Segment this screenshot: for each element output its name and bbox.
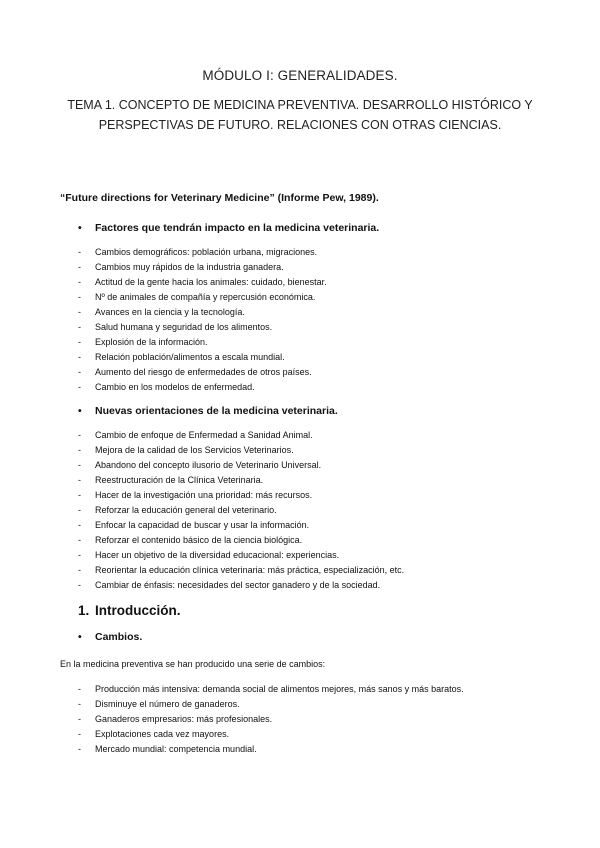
dash-icon: - (78, 430, 81, 440)
dash-icon: - (78, 684, 81, 694)
intro-paragraph: En la medicina preventiva se han producido una serie de cambios: (60, 659, 326, 669)
module-title: MÓDULO I: GENERALIDADES. (202, 68, 398, 83)
dash-icon: - (78, 292, 81, 302)
dash-icon: - (78, 277, 81, 287)
section-heading-text: Factores que tendrán impacto en la medicina veterinaria. (95, 222, 380, 234)
dash-icon: - (78, 714, 81, 724)
bullet-icon: • (78, 405, 82, 417)
dash-icon: - (78, 580, 81, 590)
dash-icon: - (78, 729, 81, 739)
source-title: “Future directions for Veterinary Medicine” (Informe Pew, 1989). (60, 192, 379, 204)
document-page: MÓDULO I: GENERALIDADES. TEMA 1. CONCEPTO DE MEDICINA PREVENTIVA. DESARROLLO HISTÓRICO Y PERSPECTIVAS DE FUTURO. RELACIONES CON OTRAS CIENCIAS. “Future directions for Veterinary Medicine” (Informe Pew, 1989). • Factores que tendrán impacto en la medicina veterinaria. - Cambios demográficos: población urbana, migraciones. - Cambios muy rápidos de la industria ganadera. - Actitud de la gente hacia los animales: cuidado, bienestar. - Nº de animales de compañía y repercusión económica. - Avances en la ciencia y la tecnología. - Salud humana y seguridad de los alimentos. - Explosión de la información. - Relación población/alimentos a escala mundial. - Aumento del riesgo de enfermedades de otros países. - Cambio en los modelos de enfermedad. • Nuevas orientaciones de la medicina veterinaria. - Cambio de enfoque de Enfermedad a Sanidad Animal. - Mejora de la calidad de los Servicios Veterinarios. - Abandono del concepto ilusorio de Veterinario Universal. - Reestructuración de la Clínica Veterinaria. - Hacer de la investigación una prioridad: más recursos. - Reforzar la educación general del veterinario. - Enfocar la capacidad de buscar y usar la información. - Reforzar el contenido básico de la ciencia biológica. - Hacer un objetivo de la diversidad educacional: experiencias. - Reorientar la educación clínica veterinaria: más práctica, especialización, etc. - Cambiar de énfasis: necesidades del sector ganadero y de la sociedad. 1. Introducción. • Cambios. En la medicina preventiva se han producido una serie de cambios: - Producción más intensiva: demanda social de alimentos mejores, más sanos y más baratos. - Disminuye el número de ganaderos. - Ganaderos empresarios: más profesionales. - Explotaciones cada vez mayores. - Mercado mundial: competencia mundial. (0, 0, 600, 848)
heading-text: Introducción. (95, 603, 181, 618)
dash-icon: - (78, 307, 81, 317)
dash-icon: - (78, 744, 81, 754)
topic-title-line-1: TEMA 1. CONCEPTO DE MEDICINA PREVENTIVA. DESARROLLO HISTÓRICO Y (67, 98, 533, 112)
dash-icon: - (78, 475, 81, 485)
dash-icon: - (78, 535, 81, 545)
topic-title-line-2: PERSPECTIVAS DE FUTURO. RELACIONES CON OTRAS CIENCIAS. (98, 118, 502, 132)
heading-number: 1. (78, 603, 90, 618)
dash-icon: - (78, 460, 81, 470)
dash-icon: - (78, 520, 81, 530)
bullet-icon: • (78, 631, 82, 643)
dash-icon: - (78, 247, 81, 257)
dash-icon: - (78, 550, 81, 560)
section-heading-text: Nuevas orientaciones de la medicina veterinaria. (95, 405, 338, 417)
section-heading-text: Cambios. (95, 631, 143, 643)
dash-icon: - (78, 382, 81, 392)
dash-icon: - (78, 490, 81, 500)
bullet-icon: • (78, 222, 82, 234)
dash-icon: - (78, 699, 81, 709)
dash-icon: - (78, 505, 81, 515)
dash-icon: - (78, 565, 81, 575)
dash-icon: - (78, 352, 81, 362)
dash-icon: - (78, 445, 81, 455)
dash-icon: - (78, 367, 81, 377)
dash-icon: - (78, 337, 81, 347)
dash-icon: - (78, 322, 81, 332)
dash-icon: - (78, 262, 81, 272)
